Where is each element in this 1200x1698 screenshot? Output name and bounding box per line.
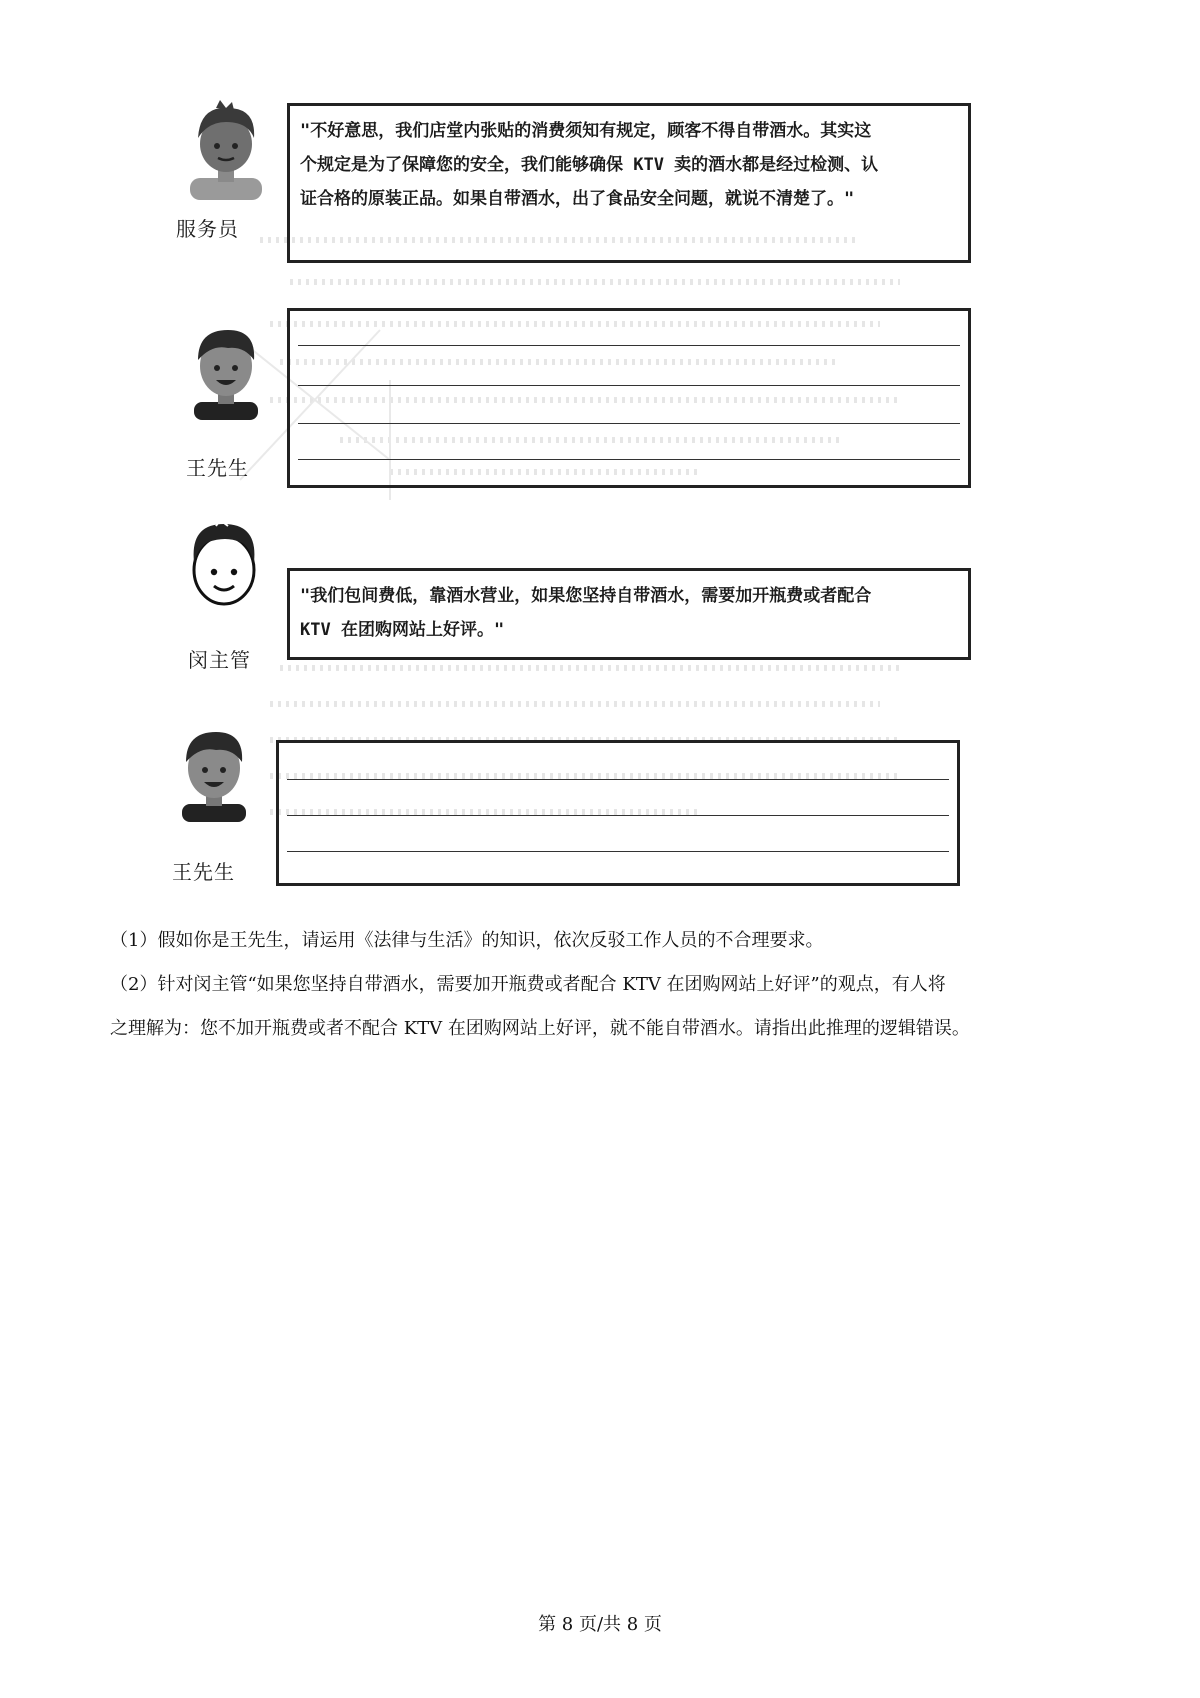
speaker-name: 王先生	[172, 860, 235, 884]
answer-line	[287, 815, 949, 816]
answer-line	[298, 423, 960, 424]
answer-line	[287, 851, 949, 852]
waiter-avatar-icon	[178, 100, 274, 200]
answer-line	[298, 345, 960, 346]
speech-bubble-waiter: "不好意思，我们店堂内张贴的消费须知有规定，顾客不得自带酒水。其实这 个规定是为了保障您的安全，我们能够确保 KTV 卖的酒水都是经过检测、认 证合格的原装正品。如果自带酒水，出了食品安全问题，就说不清楚了。"	[287, 103, 971, 263]
page-number: 第 8 页/共 8 页	[538, 1614, 662, 1635]
question-2-line-2: 之理解为：您不加开瓶费或者不配合 KTV 在团购网站上好评，就不能自带酒水。请指出此推理的逻辑错误。	[110, 1018, 970, 1039]
speaker-name: 王先生	[186, 456, 249, 480]
question-1: （1）假如你是王先生，请运用《法律与生活》的知识，依次反驳工作人员的不合理要求。	[110, 930, 824, 951]
mr-wang-avatar-icon	[166, 722, 262, 822]
question-2-line-1: （2）针对闵主管“如果您坚持自带酒水，需要加开瓶费或者配合 KTV 在团购网站上好评”的观点，有人将	[110, 974, 946, 995]
speaker-name: 闵主管	[188, 648, 251, 672]
answer-box-wang-2[interactable]	[276, 740, 960, 886]
mr-wang-avatar-icon	[178, 320, 274, 420]
answer-box-wang-1[interactable]	[287, 308, 971, 488]
supervisor-min-avatar-icon	[176, 514, 272, 614]
answer-line	[298, 459, 960, 460]
speaker-name: 服务员	[176, 217, 239, 241]
speech-bubble-supervisor: "我们包间费低，靠酒水营业，如果您坚持自带酒水，需要加开瓶费或者配合 KTV 在团购网站上好评。"	[287, 568, 971, 660]
answer-line	[298, 385, 960, 386]
answer-line	[287, 779, 949, 780]
